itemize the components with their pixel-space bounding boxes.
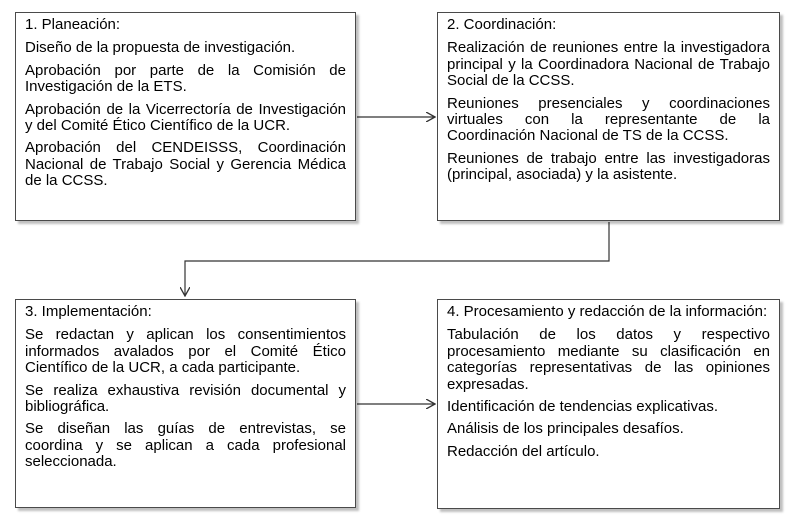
step-item: Aprobación de la Vicerrectoría de Investigación y del Comité Ético Científico de la UCR. xyxy=(25,100,346,135)
step-item: Redacción del artículo. xyxy=(447,442,600,460)
arrow-2-to-3 xyxy=(185,222,609,296)
step-planeacion-box xyxy=(15,12,356,221)
step-implementacion-box xyxy=(15,299,356,508)
step-procesamiento-box xyxy=(437,299,780,509)
step-item: Aprobación del CENDEISSS, Coordinación Nacional de Trabajo Social y Gerencia Médica de la CCSS. xyxy=(25,139,346,190)
step-title: 1. Planeación: xyxy=(25,16,121,33)
step-item: Análisis de los principales desafíos. xyxy=(447,420,684,438)
step-item: Se realiza exhaustiva revisión documental y bibliográfica. xyxy=(25,381,346,416)
step-coordinacion-box xyxy=(437,12,780,221)
step-item: Identificación de tendencias explicativas. xyxy=(447,398,718,416)
step-item: Se redactan y aplican los consentimientos informados avalados por el Comité Ético Científico de la UCR, a cada participante. xyxy=(25,326,346,377)
step-item: Realización de reuniones entre la investigadora principal y la Coordinadora Nacional de Trabajo Social de la CCSS. xyxy=(447,39,770,90)
step-item: Tabulación de los datos y respectivo procesamiento mediante su clasificación en categorías representativas de las opiniones expresadas. xyxy=(447,326,770,393)
step-item: Reuniones presenciales y coordinaciones virtuales con la representante de la Coordinación Nacional de TS de la CCSS. xyxy=(447,94,770,145)
step-title: 3. Implementación: xyxy=(25,303,152,320)
step-item: Se diseñan las guías de entrevistas, se coordina y se aplican a cada profesional seleccionada. xyxy=(25,420,346,471)
step-title: 2. Coordinación: xyxy=(447,16,557,33)
step-item: Aprobación por parte de la Comisión de Investigación de la ETS. xyxy=(25,61,346,96)
step-title: 4. Procesamiento y redacción de la información: xyxy=(447,303,768,320)
step-item: Diseño de la propuesta de investigación. xyxy=(25,39,296,57)
step-item: Reuniones de trabajo entre las investigadoras (principal, asociada) y la asistente. xyxy=(447,149,770,184)
